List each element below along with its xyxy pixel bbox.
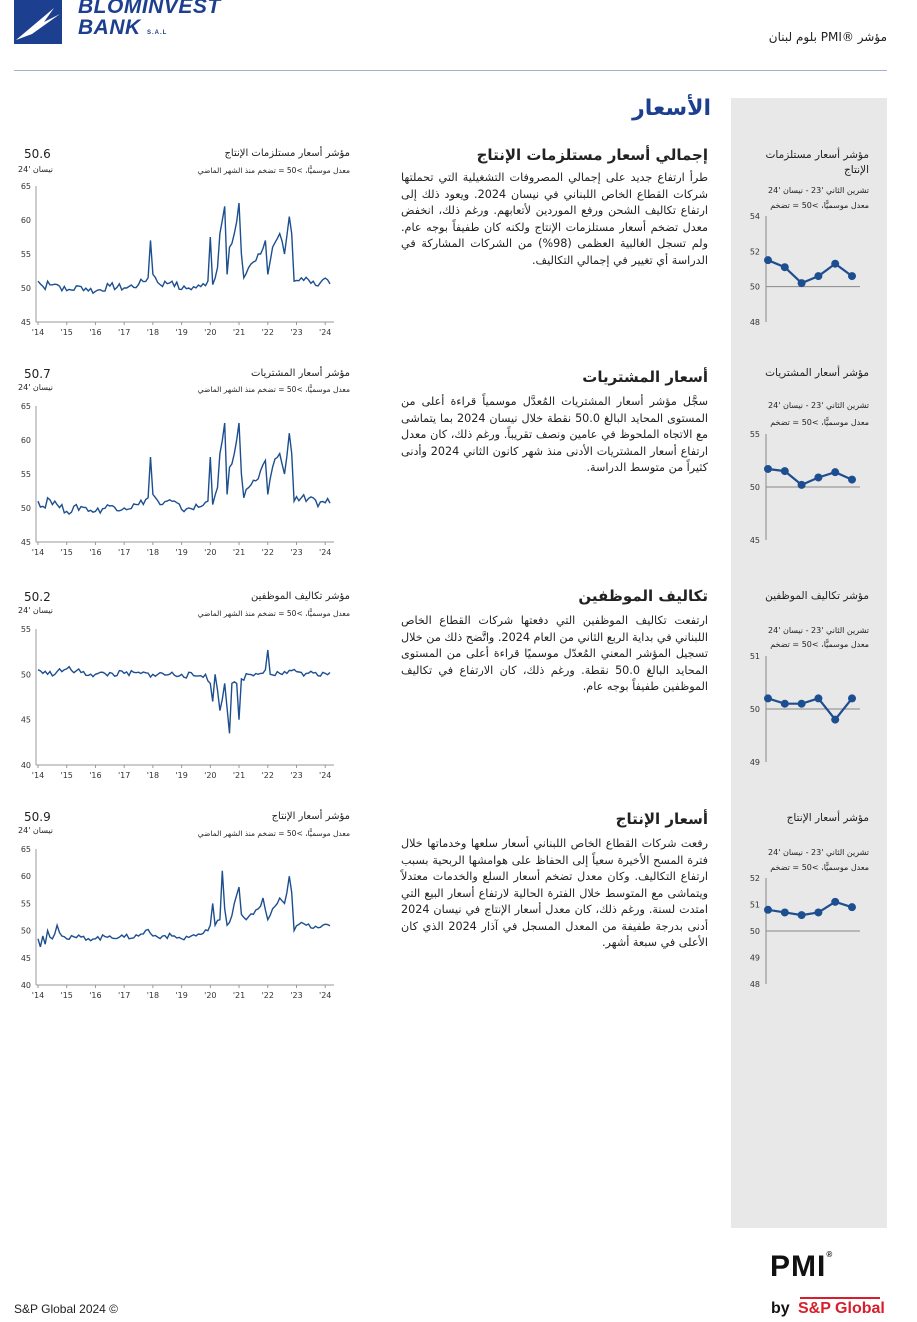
x-tick-label: '15: [60, 771, 73, 780]
chart-latest-value: 50.9: [24, 810, 51, 824]
x-tick-label: '18: [146, 328, 160, 337]
data-point: [764, 906, 772, 914]
x-tick-label: '16: [89, 548, 102, 557]
chart-output-prices: [10, 843, 340, 1003]
x-tick-label: '21: [232, 548, 246, 557]
mini-chart-period: تشرين الثاني '23 - نيسان '24: [768, 186, 869, 195]
series-line: [38, 650, 330, 733]
x-tick-label: '21: [232, 328, 246, 337]
x-tick-label: '20: [204, 548, 217, 557]
y-tick-label: 55: [749, 430, 760, 439]
series-line: [38, 423, 330, 514]
x-tick-label: '20: [204, 991, 217, 1000]
x-tick-label: '24: [319, 991, 332, 1000]
data-point: [781, 263, 789, 271]
x-tick-label: '17: [117, 991, 131, 1000]
y-tick-label: 52: [749, 247, 760, 257]
x-tick-label: '15: [60, 328, 73, 337]
y-tick-label: 55: [20, 625, 31, 634]
x-tick-label: '23: [290, 548, 303, 557]
x-tick-label: '22: [261, 771, 274, 780]
logo-emblem-icon: [14, 0, 62, 46]
series-line: [768, 902, 852, 915]
pmi-logo-text: PMI: [770, 1250, 827, 1283]
data-point: [781, 467, 789, 475]
series-line: [768, 469, 852, 485]
y-tick-label: 65: [20, 845, 31, 854]
chart-latest-value: 50.7: [24, 367, 51, 381]
x-tick-label: '14: [31, 548, 45, 557]
data-point: [814, 473, 822, 481]
chart-title: مؤشر تكاليف الموظفين: [251, 591, 350, 602]
data-point: [848, 903, 856, 911]
data-point: [848, 272, 856, 280]
y-tick-label: 52: [749, 874, 760, 883]
x-tick-label: '19: [175, 771, 188, 780]
mini-chart-title: مؤشر أسعار الإنتاج: [786, 812, 869, 824]
chart-staff-costs: [10, 623, 340, 783]
chart-purchase-prices: [10, 400, 340, 560]
data-point: [798, 700, 806, 708]
x-tick-label: '14: [31, 991, 45, 1000]
data-point: [764, 694, 772, 702]
chart-title: مؤشر أسعار المشتريات: [251, 368, 350, 379]
chart-subtitle: معدل موسميًّا، >50 = تضخم منذ الشهر الماضي: [197, 829, 350, 838]
block-title-purchase-prices: أسعار المشتريات: [582, 368, 708, 386]
x-tick-label: '24: [319, 548, 332, 557]
mini-chart-output-prices: [740, 872, 870, 994]
mini-chart-period: تشرين الثاني '23 - نيسان '24: [768, 401, 869, 410]
y-tick-label: 50: [20, 670, 31, 680]
logo-suffix: S.A.L: [147, 30, 168, 36]
x-tick-label: '20: [204, 328, 217, 337]
x-tick-label: '17: [117, 548, 131, 557]
x-tick-label: '16: [89, 991, 102, 1000]
report-title: مؤشر ®PMI بلوم لبنان: [768, 30, 887, 44]
data-point: [848, 476, 856, 484]
x-tick-label: '15: [60, 991, 73, 1000]
x-tick-label: '22: [261, 328, 274, 337]
y-tick-label: 50: [749, 705, 760, 714]
header-divider: [14, 70, 887, 71]
sp-global-rule: [800, 1297, 880, 1299]
logo-line1: BLOMINVEST: [78, 0, 221, 18]
y-tick-label: 65: [20, 182, 31, 191]
data-point: [831, 260, 839, 268]
data-point: [781, 908, 789, 916]
y-tick-label: 40: [20, 761, 31, 770]
copyright-text: S&P Global 2024 ©: [14, 1302, 119, 1316]
pmi-logo: [770, 1250, 833, 1284]
mini-chart-note: معدل موسميًّا، >50 = تضخم: [770, 201, 869, 210]
data-point: [798, 279, 806, 287]
y-tick-label: 55: [20, 470, 31, 479]
x-tick-label: '21: [232, 771, 246, 780]
y-tick-label: 60: [20, 872, 31, 882]
y-tick-label: 40: [20, 981, 31, 990]
y-tick-label: 45: [749, 536, 760, 545]
y-tick-label: 48: [749, 980, 760, 989]
block-body-output-prices: رفعت شركات القطاع الخاص اللبناني أسعار سلعها وخدماتها خلال فترة المسح الأخيرة سعياً إلى الحفاظ على هوامشها الربحية بسبب ارتفاع التكاليف. وكان معدل تضخم أسعار السلع والخدمات معتدلاً ويتماشى مع المتوسط خلال الفترة الحالية لارتفاع أسعار البيع التي امتدت لسنة. ورغم ذلك، كان معدل أسعار الإنتاج في نيسان 2024 أدنى بدرجة طفيفة من المعدل المسجل في آذار 2024 الذي كان الأعلى في سبعة أشهر.: [401, 837, 708, 949]
data-point: [764, 256, 772, 264]
y-tick-label: 45: [20, 538, 31, 547]
block-title-staff-costs: تكاليف الموظفين: [578, 587, 708, 605]
chart-subtitle: معدل موسميًّا، >50 = تضخم منذ الشهر الماضي: [197, 166, 350, 175]
y-tick-label: 48: [749, 318, 760, 327]
x-tick-label: '18: [146, 991, 160, 1000]
block-title-input-prices: إجمالي أسعار مستلزمات الإنتاج: [476, 146, 708, 164]
chart-subtitle: معدل موسميًّا، >50 = تضخم منذ الشهر الماضي: [197, 385, 350, 394]
x-tick-label: '23: [290, 991, 303, 1000]
y-tick-label: 45: [20, 715, 31, 725]
data-point: [831, 468, 839, 476]
mini-chart-period: تشرين الثاني '23 - نيسان '24: [768, 626, 869, 635]
block-title-output-prices: أسعار الإنتاج: [615, 810, 708, 828]
data-point: [831, 898, 839, 906]
mini-chart-title: مؤشر أسعار المشتريات: [765, 367, 869, 379]
y-tick-label: 55: [20, 250, 31, 259]
x-tick-label: '16: [89, 771, 102, 780]
mini-chart-note: معدل موسميًّا، >50 = تضخم: [770, 418, 869, 427]
y-tick-label: 49: [749, 953, 760, 963]
x-tick-label: '19: [175, 548, 188, 557]
x-tick-label: '18: [146, 771, 160, 780]
y-tick-label: 55: [20, 899, 31, 909]
x-tick-label: '23: [290, 771, 303, 780]
y-tick-label: 50: [20, 926, 31, 936]
data-point: [764, 465, 772, 473]
data-point: [848, 694, 856, 702]
by-label: by: [771, 1300, 790, 1317]
data-point: [831, 716, 839, 724]
x-tick-label: '19: [175, 991, 188, 1000]
mini-chart-purchase-prices: [740, 428, 870, 550]
x-tick-label: '22: [261, 548, 274, 557]
mini-chart-title: مؤشر تكاليف الموظفين: [765, 590, 869, 602]
data-point: [814, 908, 822, 916]
x-tick-label: '18: [146, 548, 160, 557]
series-line: [38, 203, 330, 293]
y-tick-label: 50: [20, 504, 31, 513]
y-tick-label: 54: [749, 212, 760, 221]
series-line: [38, 871, 330, 947]
mini-chart-note: معدل موسميًّا، >50 = تضخم: [770, 640, 869, 649]
blominvest-logo: [14, 0, 221, 46]
data-point: [798, 911, 806, 919]
chart-latest-value: 50.2: [24, 590, 51, 604]
y-tick-label: 45: [20, 953, 31, 963]
x-tick-label: '22: [261, 991, 274, 1000]
mini-chart-period: تشرين الثاني '23 - نيسان '24: [768, 848, 869, 857]
data-point: [814, 694, 822, 702]
x-tick-label: '24: [319, 328, 332, 337]
sp-global-logo: S&P Global: [798, 1300, 885, 1317]
x-tick-label: '17: [117, 328, 131, 337]
y-tick-label: 65: [20, 402, 31, 411]
series-line: [768, 260, 852, 283]
y-tick-label: 51: [749, 652, 760, 661]
y-tick-label: 60: [20, 216, 31, 225]
chart-latest-date: نيسان '24: [18, 606, 54, 615]
section-title: الأسعار: [632, 96, 711, 121]
chart-input-prices: [10, 180, 340, 340]
block-body-purchase-prices: سجَّل مؤشر أسعار المشتريات المُعدَّل موسمياً قراءة أعلى من المستوى المحايد البالغ 50.0 نقطة خلال نيسان 2024 بما يتماشى مع الاتجاه الملحوظ في عامين ونصف تقريباً. ورغم ذلك، كان معدل ارتفاع أسعار المشتريات الأدنى منذ شهر كانون الثاني 2024 وأدنى كثيراً من متوسط الدراسة.: [401, 395, 708, 474]
mini-chart-title: مؤشر أسعار مستلزمات الإنتاج: [765, 149, 869, 176]
data-point: [814, 272, 822, 280]
x-tick-label: '14: [31, 328, 45, 337]
pmi-registered-mark: ®: [826, 1250, 834, 1259]
y-tick-label: 50: [749, 483, 760, 492]
block-body-staff-costs: ارتفعت تكاليف الموظفين التي دفعتها شركات القطاع الخاص اللبناني في بداية الربع الثاني من العام 2024. واتَّضح ذلك من خلال تسجيل المؤشر المعني المُعدّل موسميًا قراءة أعلى من المستوى المحايد البالغ 50.0 نقطة. ورغم ذلك، كان الارتفاع في تكاليف الموظفين طفيفاً بوجه عام.: [401, 614, 708, 693]
y-tick-label: 51: [749, 900, 760, 910]
y-tick-label: 50: [20, 284, 31, 293]
y-tick-label: 50: [749, 927, 760, 936]
x-tick-label: '15: [60, 548, 73, 557]
data-point: [798, 481, 806, 489]
mini-chart-note: معدل موسميًّا، >50 = تضخم: [770, 863, 869, 872]
x-tick-label: '17: [117, 771, 131, 780]
x-tick-label: '21: [232, 991, 246, 1000]
logo-line2: BANK: [78, 16, 141, 39]
x-tick-label: '20: [204, 771, 217, 780]
x-tick-label: '16: [89, 328, 102, 337]
chart-latest-date: نيسان '24: [18, 826, 54, 835]
chart-latest-date: نيسان '24: [18, 165, 54, 174]
y-tick-label: 45: [20, 318, 31, 327]
chart-title: مؤشر أسعار الإنتاج: [271, 811, 350, 822]
chart-latest-value: 50.6: [24, 147, 51, 161]
x-tick-label: '14: [31, 771, 45, 780]
block-body-input-prices: طرأ ارتفاع جديد على إجمالي المصروفات التشغيلية التي تحملتها شركات القطاع الخاص اللبناني في نيسان 2024. ويعود ذلك إلى ارتفاع تكاليف الشحن ورفع الموردين لأتعابهم. ورغم ذلك، انخفض معدل تضخم أسعار مستلزمات الإنتاج ولكنه كان طفيفاً بوجه عام. ولم تسجل الغالبية العظمى (98%) من الشركات المشاركة في الدراسة أي تغيير في إجمالي التكاليف.: [401, 171, 708, 267]
y-tick-label: 49: [749, 758, 760, 767]
mini-chart-staff-costs: [740, 650, 870, 772]
mini-chart-input-prices: [740, 210, 870, 330]
y-tick-label: 50: [749, 282, 760, 292]
x-tick-label: '24: [319, 771, 332, 780]
x-tick-label: '23: [290, 328, 303, 337]
y-tick-label: 60: [20, 436, 31, 445]
x-tick-label: '19: [175, 328, 188, 337]
chart-title: مؤشر أسعار مستلزمات الإنتاج: [224, 148, 350, 159]
data-point: [781, 700, 789, 708]
chart-subtitle: معدل موسميًّا، >50 = تضخم منذ الشهر الماضي: [197, 609, 350, 618]
chart-latest-date: نيسان '24: [18, 383, 54, 392]
